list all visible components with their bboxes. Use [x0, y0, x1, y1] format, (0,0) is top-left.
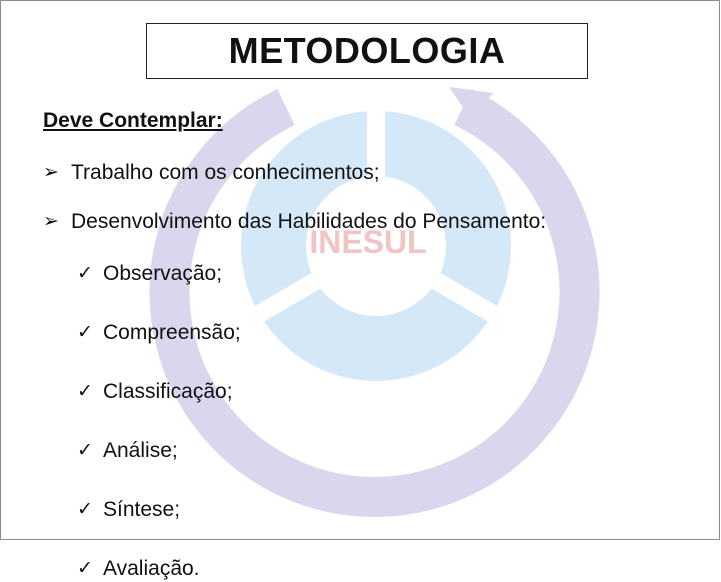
slide-title: METODOLOGIA [228, 30, 506, 71]
sub-item [77, 319, 699, 346]
sub-item [77, 496, 699, 523]
checkmark-icon: ✓ [77, 558, 93, 579]
title-box [146, 23, 588, 79]
sub-item-list [77, 260, 699, 582]
checkmark-icon: ✓ [77, 381, 93, 402]
bullet-item [43, 208, 699, 235]
slide-content [43, 105, 699, 582]
checkmark-icon: ✓ [77, 499, 93, 520]
sub-item-text: Classificação; [103, 380, 233, 403]
bullet-text: Desenvolvimento das Habilidades do Pensamento: [71, 210, 547, 233]
sub-item-text: Avaliação. [103, 557, 200, 580]
checkmark-icon: ✓ [77, 322, 93, 343]
section-heading: Deve Contemplar: [43, 109, 223, 132]
checkmark-icon: ✓ [77, 263, 93, 284]
sub-item-text: Análise; [103, 439, 178, 462]
sub-item [77, 260, 699, 287]
logo-wordmark: INESUL [309, 224, 427, 260]
arrow-bullet-icon: ➢ [43, 211, 59, 232]
bullet-text: Trabalho com os conhecimentos; [71, 161, 380, 184]
checkmark-icon: ✓ [77, 440, 93, 461]
sub-item [77, 437, 699, 464]
sub-item-text: Observação; [103, 262, 223, 285]
sub-item-text: Compreensão; [103, 321, 241, 344]
sub-item [77, 378, 699, 405]
bullet-item [43, 159, 699, 186]
sub-item [77, 555, 699, 582]
arrow-bullet-icon: ➢ [43, 162, 59, 183]
sub-item-text: Síntese; [103, 498, 181, 521]
